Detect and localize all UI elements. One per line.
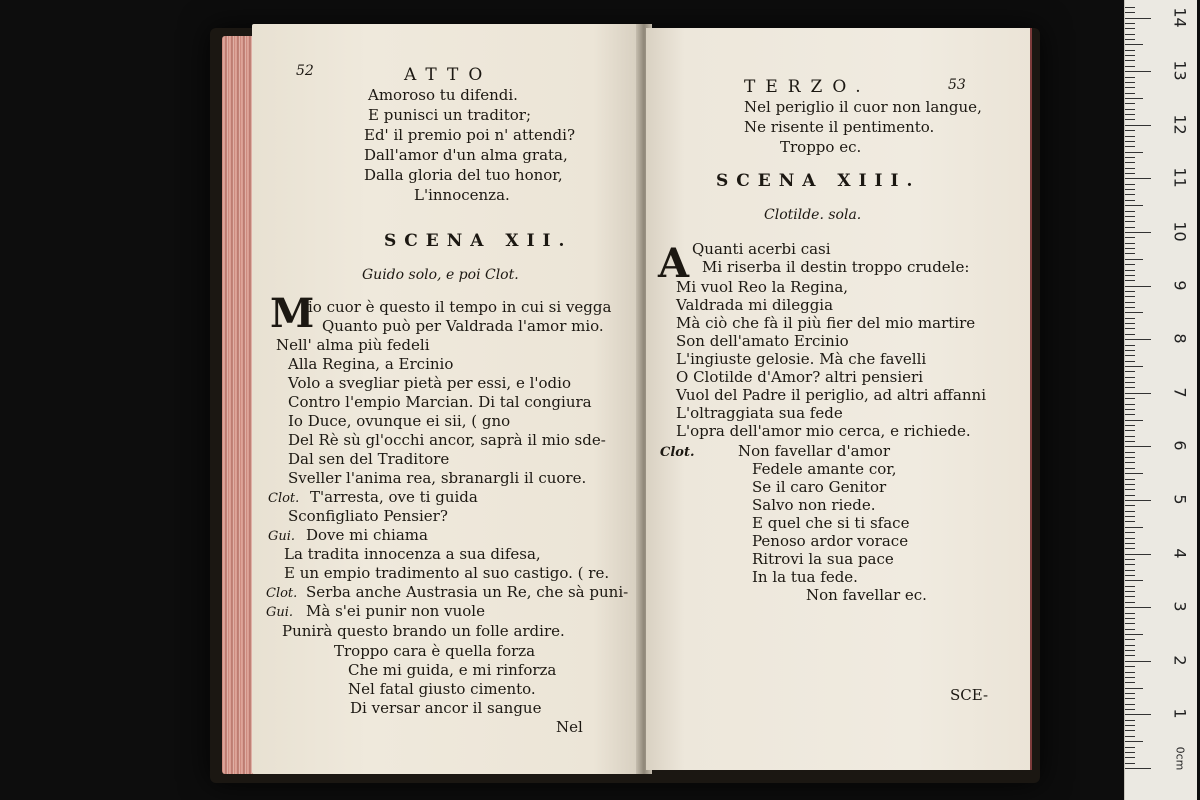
ruler-tick xyxy=(1125,618,1135,619)
ruler-tick xyxy=(1125,580,1143,581)
ruler-tick xyxy=(1125,280,1135,281)
ruler-tick xyxy=(1125,307,1135,308)
ruler-tick xyxy=(1125,709,1135,710)
ruler-tick xyxy=(1125,730,1135,731)
ruler-tick xyxy=(1125,173,1135,174)
ruler-tick xyxy=(1125,178,1151,179)
ruler-tick xyxy=(1125,688,1143,689)
ruler-tick xyxy=(1125,82,1135,83)
verse-line: Dalla gloria del tuo honor, xyxy=(364,166,563,184)
ruler-tick xyxy=(1125,554,1151,555)
verse-line: Amoroso tu difendi. xyxy=(368,86,518,104)
ruler-tick xyxy=(1125,184,1135,185)
ruler-tick xyxy=(1125,575,1135,576)
verse-line: Serba anche Austrasia un Re, che sà puni- xyxy=(306,583,629,601)
ruler-tick xyxy=(1125,457,1135,458)
verse-line: Troppo cara è quella forza xyxy=(334,642,536,660)
verse-line: io cuor è questo il tempo in cui si vegga xyxy=(308,298,612,316)
ruler-tick xyxy=(1125,629,1135,630)
verse-line: Di versar ancor il sangue xyxy=(350,699,542,717)
ruler-tick xyxy=(1125,264,1135,265)
ruler-unit-label: 0cm xyxy=(1173,746,1187,771)
speaker-label: Clot. xyxy=(268,491,300,506)
scene-title: SCENA XIII. xyxy=(716,171,921,191)
ruler-cm-label: 5 xyxy=(1170,494,1190,505)
ruler-tick xyxy=(1125,157,1135,158)
ruler-tick xyxy=(1125,34,1135,35)
ruler-tick xyxy=(1125,655,1135,656)
ruler-tick xyxy=(1125,28,1135,29)
ruler-tick xyxy=(1125,430,1135,431)
verse-line: Salvo non riede. xyxy=(752,496,876,514)
running-header: ATTO xyxy=(404,65,493,85)
catchword: SCE- xyxy=(950,686,989,704)
ruler-tick xyxy=(1125,586,1135,587)
verse-line: Io Duce, ovunque ei sii, ( gno xyxy=(288,412,511,430)
verse-line: Ritrovi la sua pace xyxy=(752,550,894,568)
verse-line: T'arresta, ove ti guida xyxy=(310,488,478,506)
verse-line: Che mi guida, e mi rinforza xyxy=(348,661,557,679)
ruler-tick xyxy=(1125,398,1135,399)
drop-cap: A xyxy=(658,240,690,287)
verse-line: La tradita innocenza a sua difesa, xyxy=(284,545,541,563)
ruler-tick xyxy=(1125,596,1135,597)
ruler-cm-label: 11 xyxy=(1170,167,1190,189)
speaker-label: Gui. xyxy=(268,529,296,544)
verse-line: Troppo ec. xyxy=(780,138,862,156)
ruler-tick xyxy=(1125,328,1135,329)
verse-line: Son dell'amato Ercinio xyxy=(676,332,849,350)
ruler-tick xyxy=(1125,141,1135,142)
verse-line: Del Rè sù gl'occhi ancor, saprà il mio sde- xyxy=(288,431,606,449)
ruler-tick xyxy=(1125,189,1135,190)
verse-line: L'oltraggiata sua fede xyxy=(676,404,843,422)
ruler-tick xyxy=(1125,500,1151,501)
ruler-tick xyxy=(1125,168,1135,169)
ruler-tick xyxy=(1125,682,1135,683)
running-header: TERZO. xyxy=(744,77,871,97)
ruler-tick xyxy=(1125,109,1135,110)
ruler-tick xyxy=(1125,323,1135,324)
ruler-tick xyxy=(1125,98,1143,99)
ruler-tick xyxy=(1125,489,1135,490)
ruler-tick xyxy=(1125,103,1135,104)
verse-line: Mi vuol Reo la Regina, xyxy=(676,278,849,296)
ruler-tick xyxy=(1125,248,1135,249)
verse-line: Mà ciò che fà il più fier del mio martire xyxy=(676,314,976,332)
verse-line: Dal sen del Traditore xyxy=(288,450,450,468)
ruler-tick xyxy=(1125,345,1135,346)
ruler-tick xyxy=(1125,757,1135,758)
verse-line: E un empio tradimento al suo castigo. ( re. xyxy=(284,564,610,582)
ruler-cm-label: 6 xyxy=(1170,440,1190,451)
ruler-tick xyxy=(1125,366,1143,367)
verse-line: Quanto può per Valdrada l'amor mio. xyxy=(322,317,604,335)
verse-line: Valdrada mi dileggia xyxy=(676,296,834,314)
verse-line: Nel fatal giusto cimento. xyxy=(348,680,536,698)
ruler-tick xyxy=(1125,200,1135,201)
ruler-tick xyxy=(1125,146,1135,147)
ruler-tick xyxy=(1125,44,1143,45)
ruler-tick xyxy=(1125,747,1135,748)
ruler-tick xyxy=(1125,623,1135,624)
verse-line: Dall'amor d'un alma grata, xyxy=(364,146,568,164)
ruler-cm-label: 9 xyxy=(1170,280,1190,291)
ruler-tick xyxy=(1125,243,1135,244)
verse-line: L'ingiuste gelosie. Mà che favelli xyxy=(676,350,927,368)
ruler-cm-label: 12 xyxy=(1170,114,1190,135)
ruler-tick xyxy=(1125,18,1151,19)
ruler-tick xyxy=(1125,221,1135,222)
scene-subtitle: Clotilde. sola. xyxy=(764,207,862,223)
verse-line: Volo a svegliar pietà per essi, e l'odio xyxy=(288,374,571,392)
ruler-tick xyxy=(1125,763,1135,764)
ruler-tick xyxy=(1125,409,1135,410)
verse-line: Sveller l'anima rea, sbranargli il cuore. xyxy=(288,469,587,487)
verse-line: E punisci un traditor; xyxy=(368,106,532,124)
right-page xyxy=(646,28,1032,770)
ruler-tick xyxy=(1125,50,1135,51)
ruler-tick xyxy=(1125,382,1135,383)
verse-line: Mà s'ei punir non vuole xyxy=(306,602,485,620)
ruler-tick xyxy=(1125,543,1135,544)
ruler-tick xyxy=(1125,725,1135,726)
ruler-tick xyxy=(1125,227,1135,228)
verse-line: Nel periglio il cuor non langue, xyxy=(744,98,982,116)
ruler-tick xyxy=(1125,291,1135,292)
ruler-tick xyxy=(1125,377,1135,378)
ruler-tick xyxy=(1125,452,1135,453)
ruler-tick xyxy=(1125,672,1135,673)
verse-line: L'innocenza. xyxy=(414,186,510,204)
verse-line: Vuol del Padre il periglio, ad altri affanni xyxy=(676,386,987,404)
page-number: 52 xyxy=(296,63,314,79)
verse-line: Quanti acerbi casi xyxy=(692,240,831,258)
ruler-tick xyxy=(1125,12,1135,13)
ruler-tick xyxy=(1125,393,1151,394)
ruler-tick xyxy=(1125,136,1135,137)
ruler-tick xyxy=(1125,253,1135,254)
ruler-tick xyxy=(1125,741,1143,742)
speaker-label: Clot. xyxy=(660,445,695,460)
verse-line: Se il caro Genitor xyxy=(752,478,887,496)
ruler-tick xyxy=(1125,23,1135,24)
verse-line: Ed' il premio poi n' attendi? xyxy=(364,126,576,144)
ruler-tick xyxy=(1125,232,1151,233)
ruler-tick xyxy=(1125,511,1135,512)
ruler-tick xyxy=(1125,420,1143,421)
ruler-tick xyxy=(1125,516,1135,517)
ruler-tick xyxy=(1125,479,1135,480)
verse-line: Contro l'empio Marcian. Di tal congiura xyxy=(288,393,592,411)
ruler-tick xyxy=(1125,205,1143,206)
ruler-tick xyxy=(1125,768,1151,769)
ruler-tick xyxy=(1125,559,1135,560)
scene-title: SCENA XII. xyxy=(384,231,573,251)
ruler-tick xyxy=(1125,505,1135,506)
ruler-tick xyxy=(1125,591,1135,592)
drop-cap: M xyxy=(270,290,315,337)
ruler-tick xyxy=(1125,114,1135,115)
ruler-tick xyxy=(1125,55,1135,56)
ruler-tick xyxy=(1125,216,1135,217)
verse-line: Sconfigliato Pensier? xyxy=(288,507,448,525)
ruler-tick xyxy=(1125,152,1143,153)
ruler-tick xyxy=(1125,720,1135,721)
left-page xyxy=(252,24,640,774)
ruler-tick xyxy=(1125,339,1151,340)
ruler-tick xyxy=(1125,698,1135,699)
ruler-tick xyxy=(1125,736,1135,737)
ruler-tick xyxy=(1125,71,1151,72)
ruler-tick xyxy=(1125,484,1135,485)
ruler-tick xyxy=(1125,661,1151,662)
ruler-tick xyxy=(1125,334,1135,335)
ruler-tick xyxy=(1125,666,1135,667)
ruler-tick xyxy=(1125,66,1135,67)
ruler-tick xyxy=(1125,645,1135,646)
ruler-tick xyxy=(1125,414,1135,415)
ruler-tick xyxy=(1125,602,1135,603)
ruler-tick xyxy=(1125,436,1135,437)
verse-line: Punirà questo brando un folle ardire. xyxy=(282,622,565,640)
ruler-tick xyxy=(1125,538,1135,539)
ruler-tick xyxy=(1125,350,1135,351)
verse-line: Non favellar ec. xyxy=(806,586,927,604)
ruler-tick xyxy=(1125,130,1135,131)
verse-line: Non favellar d'amor xyxy=(738,442,890,460)
page-number: 53 xyxy=(948,77,966,93)
ruler-tick xyxy=(1125,495,1135,496)
ruler-tick xyxy=(1125,462,1135,463)
ruler-tick xyxy=(1125,371,1135,372)
ruler-tick xyxy=(1125,521,1135,522)
ruler-tick xyxy=(1125,425,1135,426)
ruler-tick xyxy=(1125,162,1135,163)
verse-line: Nell' alma più fedeli xyxy=(276,336,430,354)
ruler-tick xyxy=(1125,312,1143,313)
speaker-label: Clot. xyxy=(266,586,298,601)
verse-line: Alla Regina, a Ercinio xyxy=(288,355,454,373)
ruler-tick xyxy=(1125,87,1135,88)
ruler-tick xyxy=(1125,446,1151,447)
ruler-tick xyxy=(1125,607,1151,608)
ruler-cm-label: 10 xyxy=(1170,221,1190,242)
ruler-tick xyxy=(1125,355,1135,356)
ruler-tick xyxy=(1125,77,1135,78)
ruler-tick xyxy=(1125,548,1135,549)
verse-line: Ne risente il pentimento. xyxy=(744,118,935,136)
ruler-tick xyxy=(1125,275,1135,276)
ruler-tick xyxy=(1125,693,1135,694)
ruler-tick xyxy=(1125,194,1135,195)
verse-line: In la tua fede. xyxy=(752,568,858,586)
ruler-tick xyxy=(1125,361,1135,362)
verse-line: Penoso ardor vorace xyxy=(752,532,909,550)
catchword: Nel xyxy=(556,718,583,736)
ruler-tick xyxy=(1125,634,1143,635)
ruler-tick xyxy=(1125,302,1135,303)
ruler-tick xyxy=(1125,93,1135,94)
ruler-tick xyxy=(1125,704,1135,705)
ruler-tick xyxy=(1125,752,1135,753)
ruler-tick xyxy=(1125,564,1135,565)
ruler-tick xyxy=(1125,211,1135,212)
ruler-cm-label: 1 xyxy=(1170,708,1190,719)
ruler-tick xyxy=(1125,677,1135,678)
ruler-cm-label: 8 xyxy=(1170,333,1190,344)
ruler-tick xyxy=(1125,60,1135,61)
verse-line: Fedele amante cor, xyxy=(752,460,897,478)
ruler-tick xyxy=(1125,39,1135,40)
speaker-label: Gui. xyxy=(266,605,294,620)
ruler-tick xyxy=(1125,613,1135,614)
ruler-tick xyxy=(1125,714,1151,715)
ruler-tick xyxy=(1125,318,1135,319)
verse-line: Dove mi chiama xyxy=(306,526,428,544)
ruler-cm-label: 2 xyxy=(1170,655,1190,666)
ruler-cm-label: 4 xyxy=(1170,548,1190,559)
verse-line: E quel che si ti sface xyxy=(752,514,910,532)
ruler-tick xyxy=(1125,125,1151,126)
ruler-tick xyxy=(1125,639,1135,640)
ruler-tick xyxy=(1125,296,1135,297)
ruler-tick xyxy=(1125,387,1135,388)
ruler-cm-label: 13 xyxy=(1170,60,1190,81)
ruler-tick xyxy=(1125,532,1135,533)
ruler-tick xyxy=(1125,527,1143,528)
scene-subtitle: Guido solo, e poi Clot. xyxy=(362,267,519,283)
ruler-tick xyxy=(1125,270,1135,271)
ruler-tick xyxy=(1125,286,1151,287)
ruler-tick xyxy=(1125,237,1135,238)
verse-line: L'opra dell'amor mio cerca, e richiede. xyxy=(676,422,971,440)
ruler-tick xyxy=(1125,7,1135,8)
ruler-tick xyxy=(1125,404,1135,405)
ruler-tick xyxy=(1125,441,1135,442)
verse-line: Mi riserba il destin troppo crudele: xyxy=(702,258,970,276)
ruler-cm-label: 7 xyxy=(1170,387,1190,398)
ruler-tick xyxy=(1125,259,1143,260)
ruler-tick xyxy=(1125,119,1135,120)
measurement-ruler xyxy=(1124,0,1197,800)
ruler-tick xyxy=(1125,473,1143,474)
ruler-cm-label: 3 xyxy=(1170,601,1190,612)
ruler-tick xyxy=(1125,650,1135,651)
ruler-cm-label: 14 xyxy=(1170,6,1190,28)
ruler-tick xyxy=(1125,468,1135,469)
ruler-tick xyxy=(1125,570,1135,571)
verse-line: O Clotilde d'Amor? altri pensieri xyxy=(676,368,924,386)
